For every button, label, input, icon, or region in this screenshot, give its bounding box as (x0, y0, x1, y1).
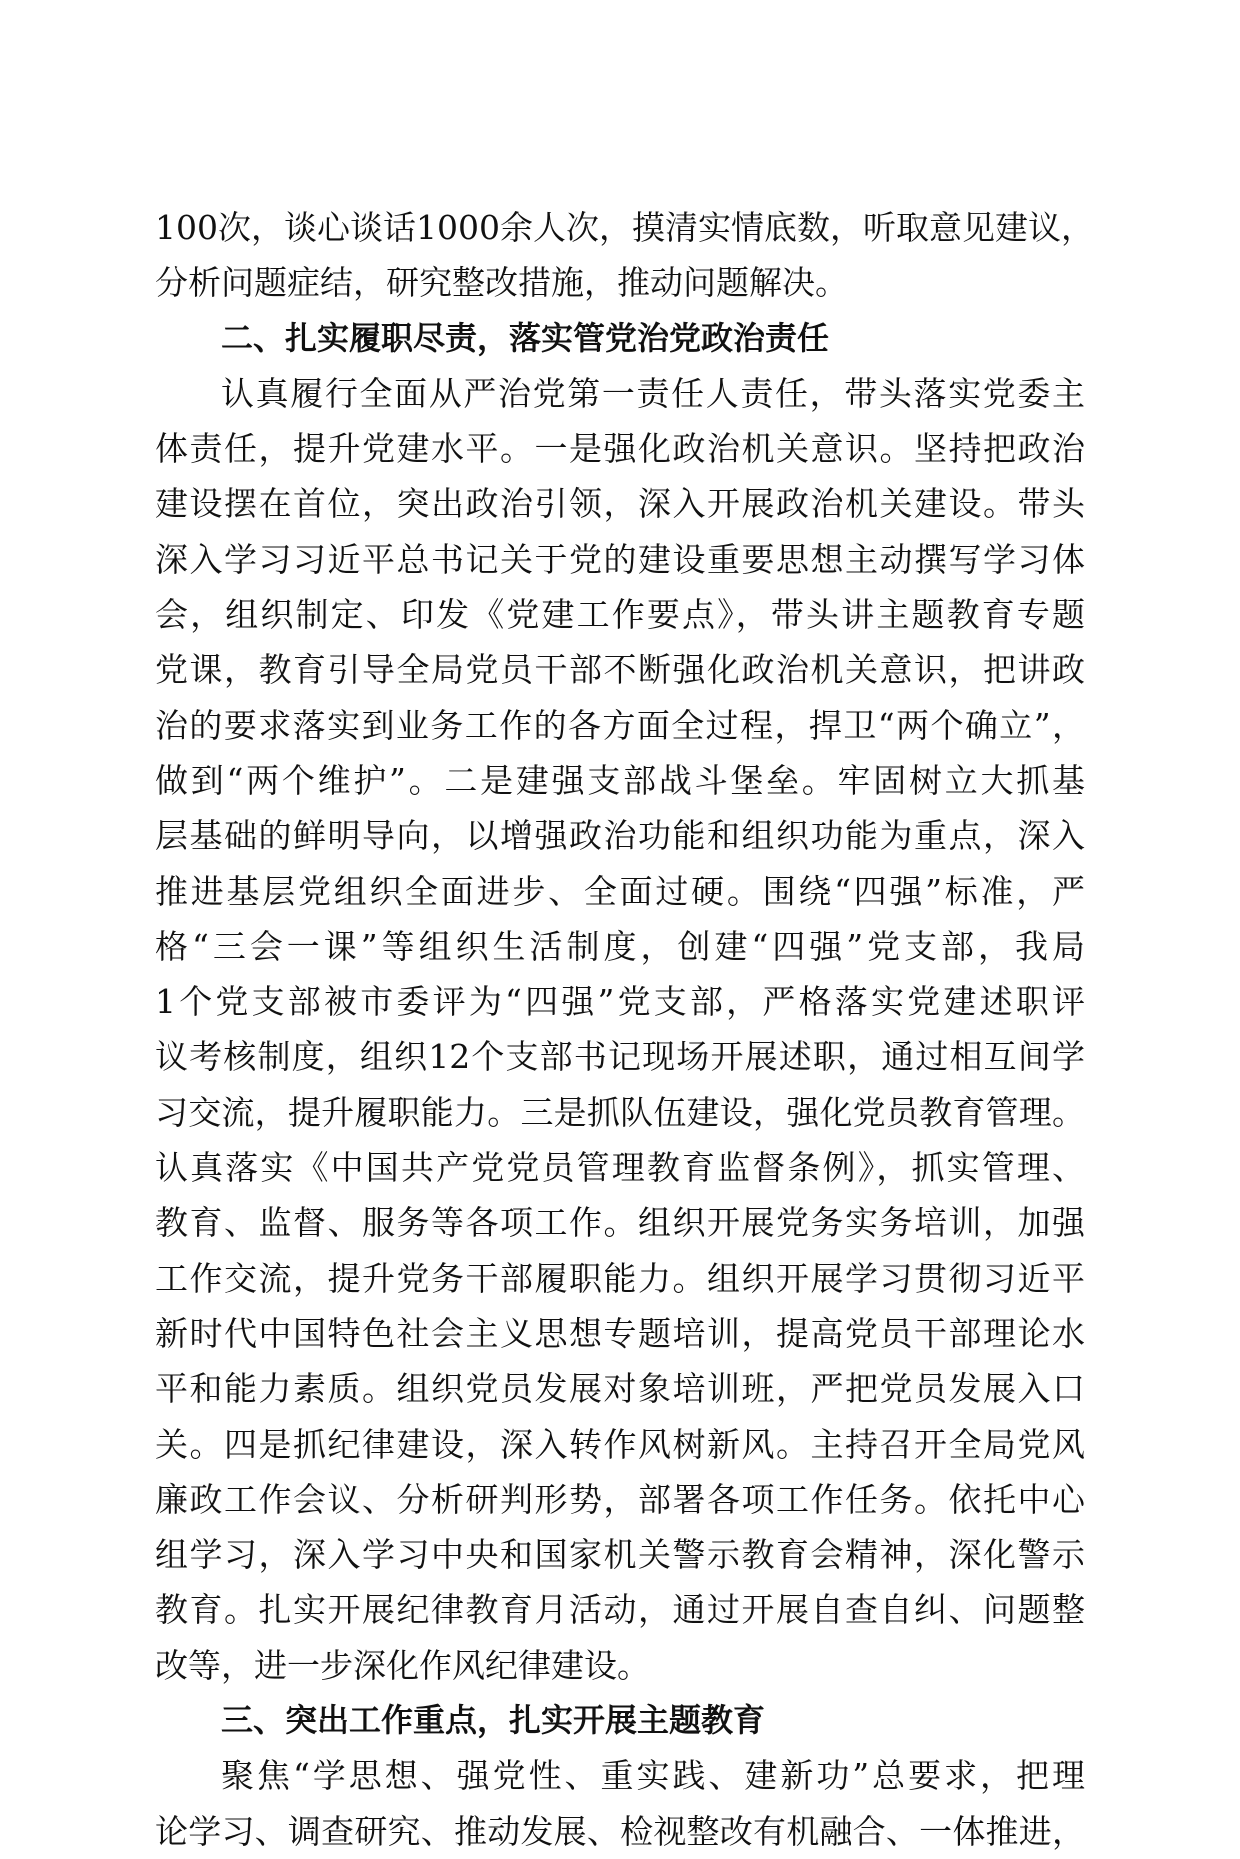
text-line: 建设摆在首位，突出政治引领，深入开展政治机关建设。带头 (155, 484, 1085, 524)
text-line: 100次，谈心谈话1000余人次，摸清实情底数，听取意见建议， (155, 208, 1094, 247)
text-line: 分析问题症结，研究整改措施，推动问题解决。 (155, 263, 848, 303)
text-line: 格“三会一课”等组织生活制度，创建“四强”党支部，我局 (155, 926, 1085, 966)
text-line: 深入学习习近平总书记关于党的建设重要思想主动撰写学习体 (155, 539, 1085, 579)
text-line: 论学习、调查研究、推动发展、检视整改有机融合、一体推进， (155, 1811, 1085, 1851)
text-line: 教育、监督、服务等各项工作。组织开展党务实务培训，加强 (155, 1203, 1085, 1243)
text-line: 1个党支部被市委评为“四强”党支部，严格落实党建述职评 (155, 982, 1085, 1022)
text-line: 教育。扎实开展纪律教育月活动，通过开展自查自纠、问题整 (155, 1590, 1085, 1630)
section-heading: 二、扎实履职尽责，落实管党治党政治责任 (221, 318, 830, 357)
text-line: 平和能力素质。组织党员发展对象培训班，严把党员发展入口 (155, 1369, 1085, 1409)
text-line: 认真履行全面从严治党第一责任人责任，带头落实党委主 (221, 373, 1085, 413)
text-line: 层基础的鲜明导向，以增强政治功能和组织功能为重点，深入 (155, 816, 1085, 856)
document-page (155, 200, 1094, 1859)
text-line: 组学习，深入学习中央和国家机关警示教育会精神，深化警示 (155, 1535, 1085, 1575)
text-line: 治的要求落实到业务工作的各方面全过程，捍卫“两个确立”， (155, 705, 1085, 745)
text-line: 聚焦“学思想、强党性、重实践、建新功”总要求，把理 (221, 1756, 1085, 1796)
section-heading: 三、突出工作重点，扎实开展主题教育 (221, 1701, 766, 1740)
text-line: 工作交流，提升党务干部履职能力。组织开展学习贯彻习近平 (155, 1258, 1085, 1298)
text-line: 推进基层党组织全面进步、全面过硬。围绕“四强”标准，严 (155, 871, 1085, 911)
text-line: 认真落实《中国共产党党员管理教育监督条例》，抓实管理、 (155, 1148, 1085, 1188)
text-line: 新时代中国特色社会主义思想专题培训，提高党员干部理论水 (155, 1313, 1085, 1353)
text-line: 关。四是抓纪律建设，深入转作风树新风。主持召开全局党风 (155, 1424, 1085, 1464)
text-line: 改等，进一步深化作风纪律建设。 (155, 1645, 650, 1685)
text-line: 党课，教育引导全局党员干部不断强化政治机关意识，把讲政 (155, 650, 1085, 690)
text-line: 会，组织制定、印发《党建工作要点》，带头讲主题教育专题 (155, 595, 1085, 635)
text-line: 做到“两个维护”。二是建强支部战斗堡垒。牢固树立大抓基 (155, 760, 1085, 800)
text-line: 习交流，提升履职能力。三是抓队伍建设，强化党员教育管理。 (155, 1092, 1085, 1132)
text-line: 议考核制度，组织12个支部书记现场开展述职，通过相互间学 (155, 1037, 1085, 1077)
text-line: 体责任，提升党建水平。一是强化政治机关意识。坚持把政治 (155, 429, 1085, 469)
text-line: 廉政工作会议、分析研判形势，部署各项工作任务。依托中心 (155, 1479, 1085, 1519)
